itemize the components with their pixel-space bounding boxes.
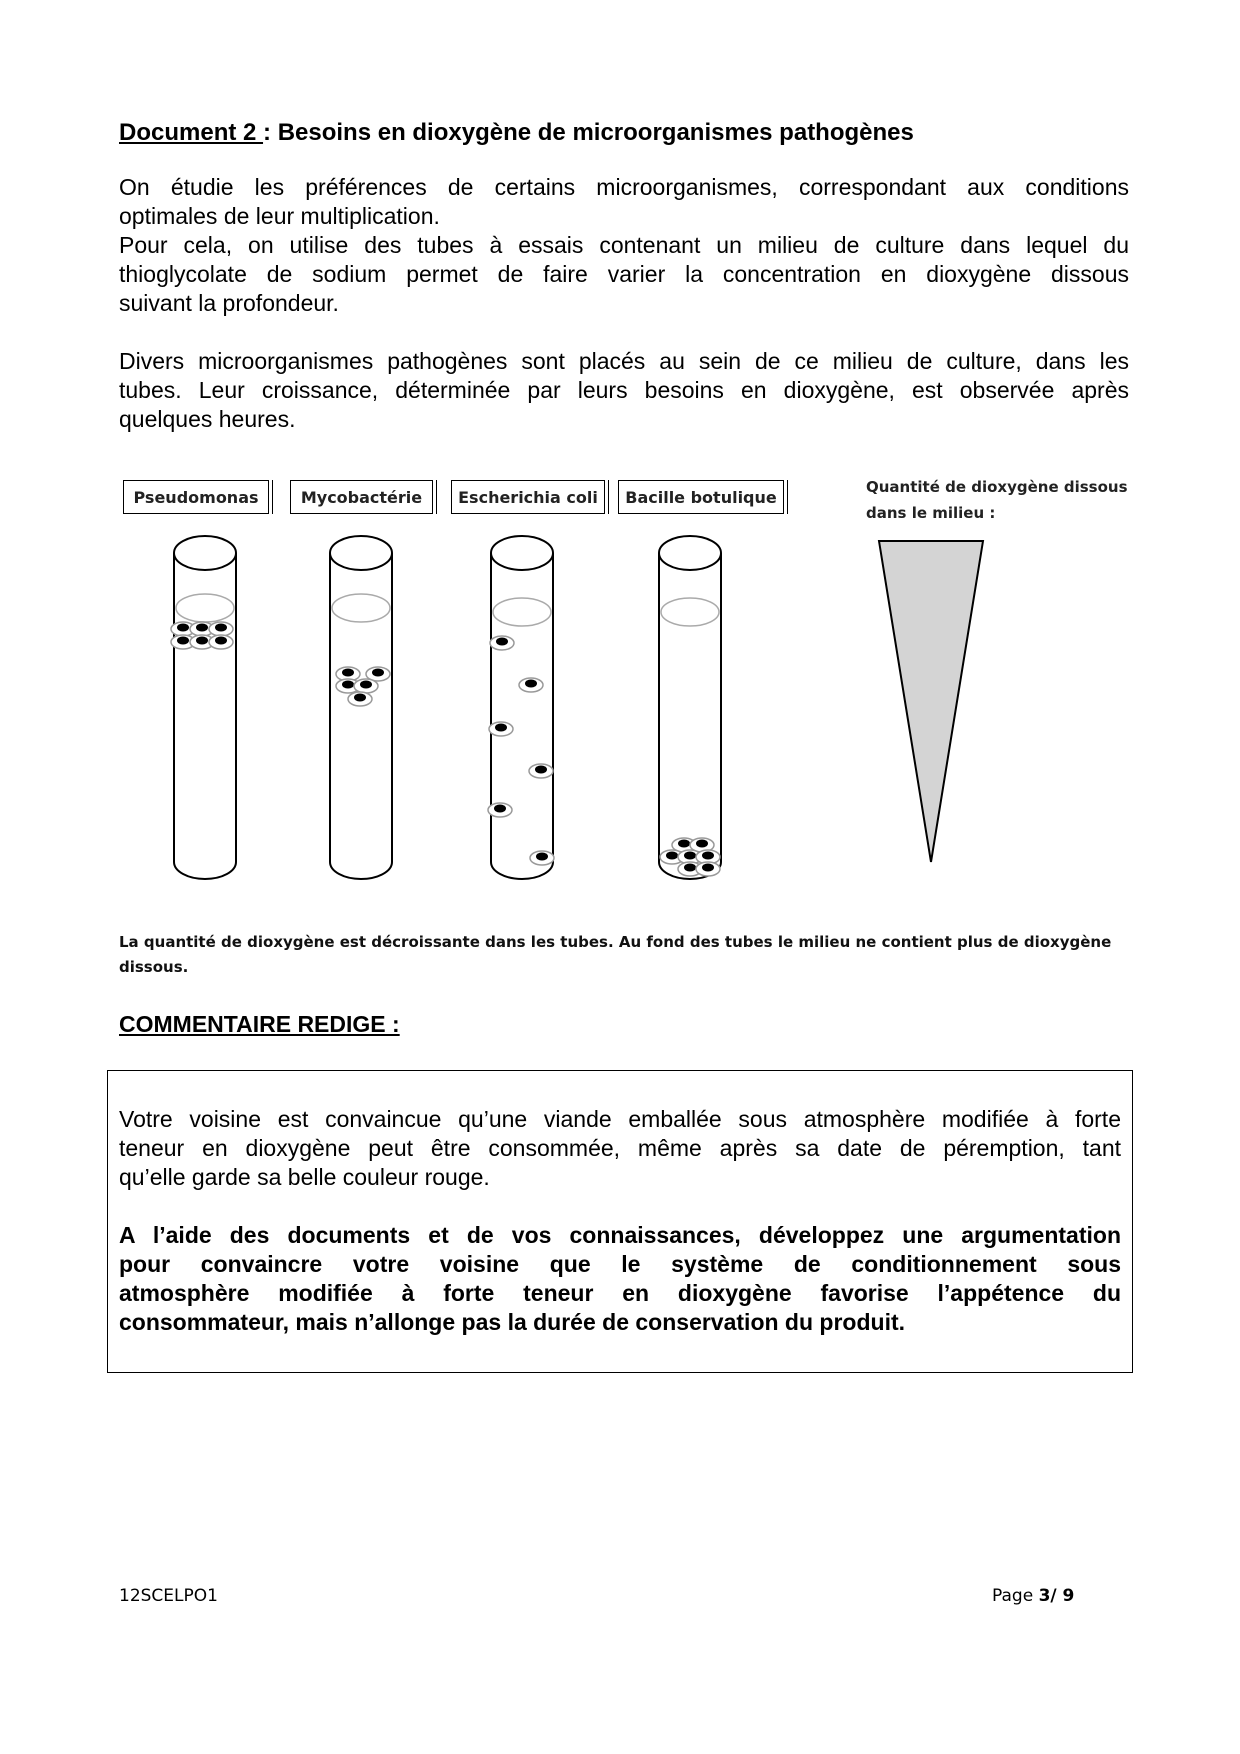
commentary-title: COMMENTAIRE REDIGE :	[119, 1011, 400, 1037]
colony-cluster-middle	[336, 667, 390, 706]
page-separator: /	[1050, 1586, 1063, 1606]
intro-p3-line: quelques heures.	[119, 406, 296, 432]
commentary-p1-line: teneur en dioxygène peut être consommée, même après sa date de péremption, tant	[119, 1135, 1121, 1161]
tube-bacille-botulique	[659, 536, 721, 879]
oxygen-note-line: dans le milieu :	[866, 504, 996, 522]
intro-p2-line: Pour cela, on utilise des tubes à essais contenant un milieu de culture dans lequel du	[119, 232, 1129, 258]
tube-label-escherichia-coli: Escherichia coli	[451, 480, 605, 514]
page-total: 9	[1062, 1586, 1075, 1606]
intro-p1-line: optimales de leur multiplication.	[119, 203, 440, 229]
caption-line: La quantité de dioxygène est décroissante dans les tubes. Au fond des tubes le milieu ne contient plus de dioxygène	[119, 933, 1112, 951]
colony-cluster-bottom	[660, 838, 720, 876]
intro-p2-line: suivant la profondeur.	[119, 290, 339, 316]
commentary-p1-line: qu’elle garde sa belle couleur rouge.	[119, 1164, 490, 1190]
tube-mycobacterie	[330, 536, 392, 879]
oxygen-note-line: Quantité de dioxygène dissous	[866, 478, 1128, 496]
colony-cluster-top	[171, 622, 233, 649]
oxygen-gradient-triangle	[879, 541, 983, 862]
tube-label-mycobacterie: Mycobactérie	[290, 480, 433, 514]
footer-page-number	[992, 1586, 1074, 1606]
tube-label-bacille-botulique: Bacille botulique	[618, 480, 784, 514]
commentary-p1-line: Votre voisine est convaincue qu’une viande emballée sous atmosphère modifiée à forte	[119, 1106, 1121, 1132]
intro-p3-line: tubes. Leur croissance, déterminée par leurs besoins en dioxygène, est observée après	[119, 377, 1129, 403]
document-title: : Besoins en dioxygène de microorganismes pathogènes	[263, 119, 914, 146]
tube-pseudomonas	[171, 536, 236, 879]
commentary-p2-line: atmosphère modifiée à forte teneur en dioxygène favorise l’appétence du	[119, 1280, 1121, 1306]
caption-line: dissous.	[119, 958, 189, 976]
page-prefix: Page	[992, 1586, 1039, 1606]
commentary-p2-line: pour convaincre votre voisine que le système de conditionnement sous	[119, 1251, 1121, 1277]
commentary-paragraph-1	[119, 1105, 1121, 1192]
figure-caption	[119, 930, 1139, 980]
intro-p1-line: On étudie les préférences de certains microorganismes, correspondant aux conditions	[119, 174, 1129, 200]
intro-p2-line: thioglycolate de sodium permet de faire varier la concentration en dioxygène dissous	[119, 261, 1129, 287]
page-current: 3	[1038, 1586, 1051, 1606]
colony-scattered	[488, 636, 554, 865]
tube-label-pseudomonas: Pseudomonas	[123, 480, 269, 514]
tube-escherichia-coli	[488, 536, 554, 879]
commentary-p2-line: consommateur, mais n’allonge pas la durée de conservation du produit.	[119, 1309, 906, 1335]
footer-code: 12SCELPO1	[119, 1586, 218, 1606]
commentary-p2-line: A l’aide des documents et de vos connaissances, développez une argumentation	[119, 1222, 1121, 1248]
document-label: Document 2	[119, 119, 264, 146]
intro-p3-line: Divers microorganismes pathogènes sont placés au sein de ce milieu de culture, dans les	[119, 348, 1129, 374]
commentary-paragraph-2	[119, 1221, 1121, 1337]
